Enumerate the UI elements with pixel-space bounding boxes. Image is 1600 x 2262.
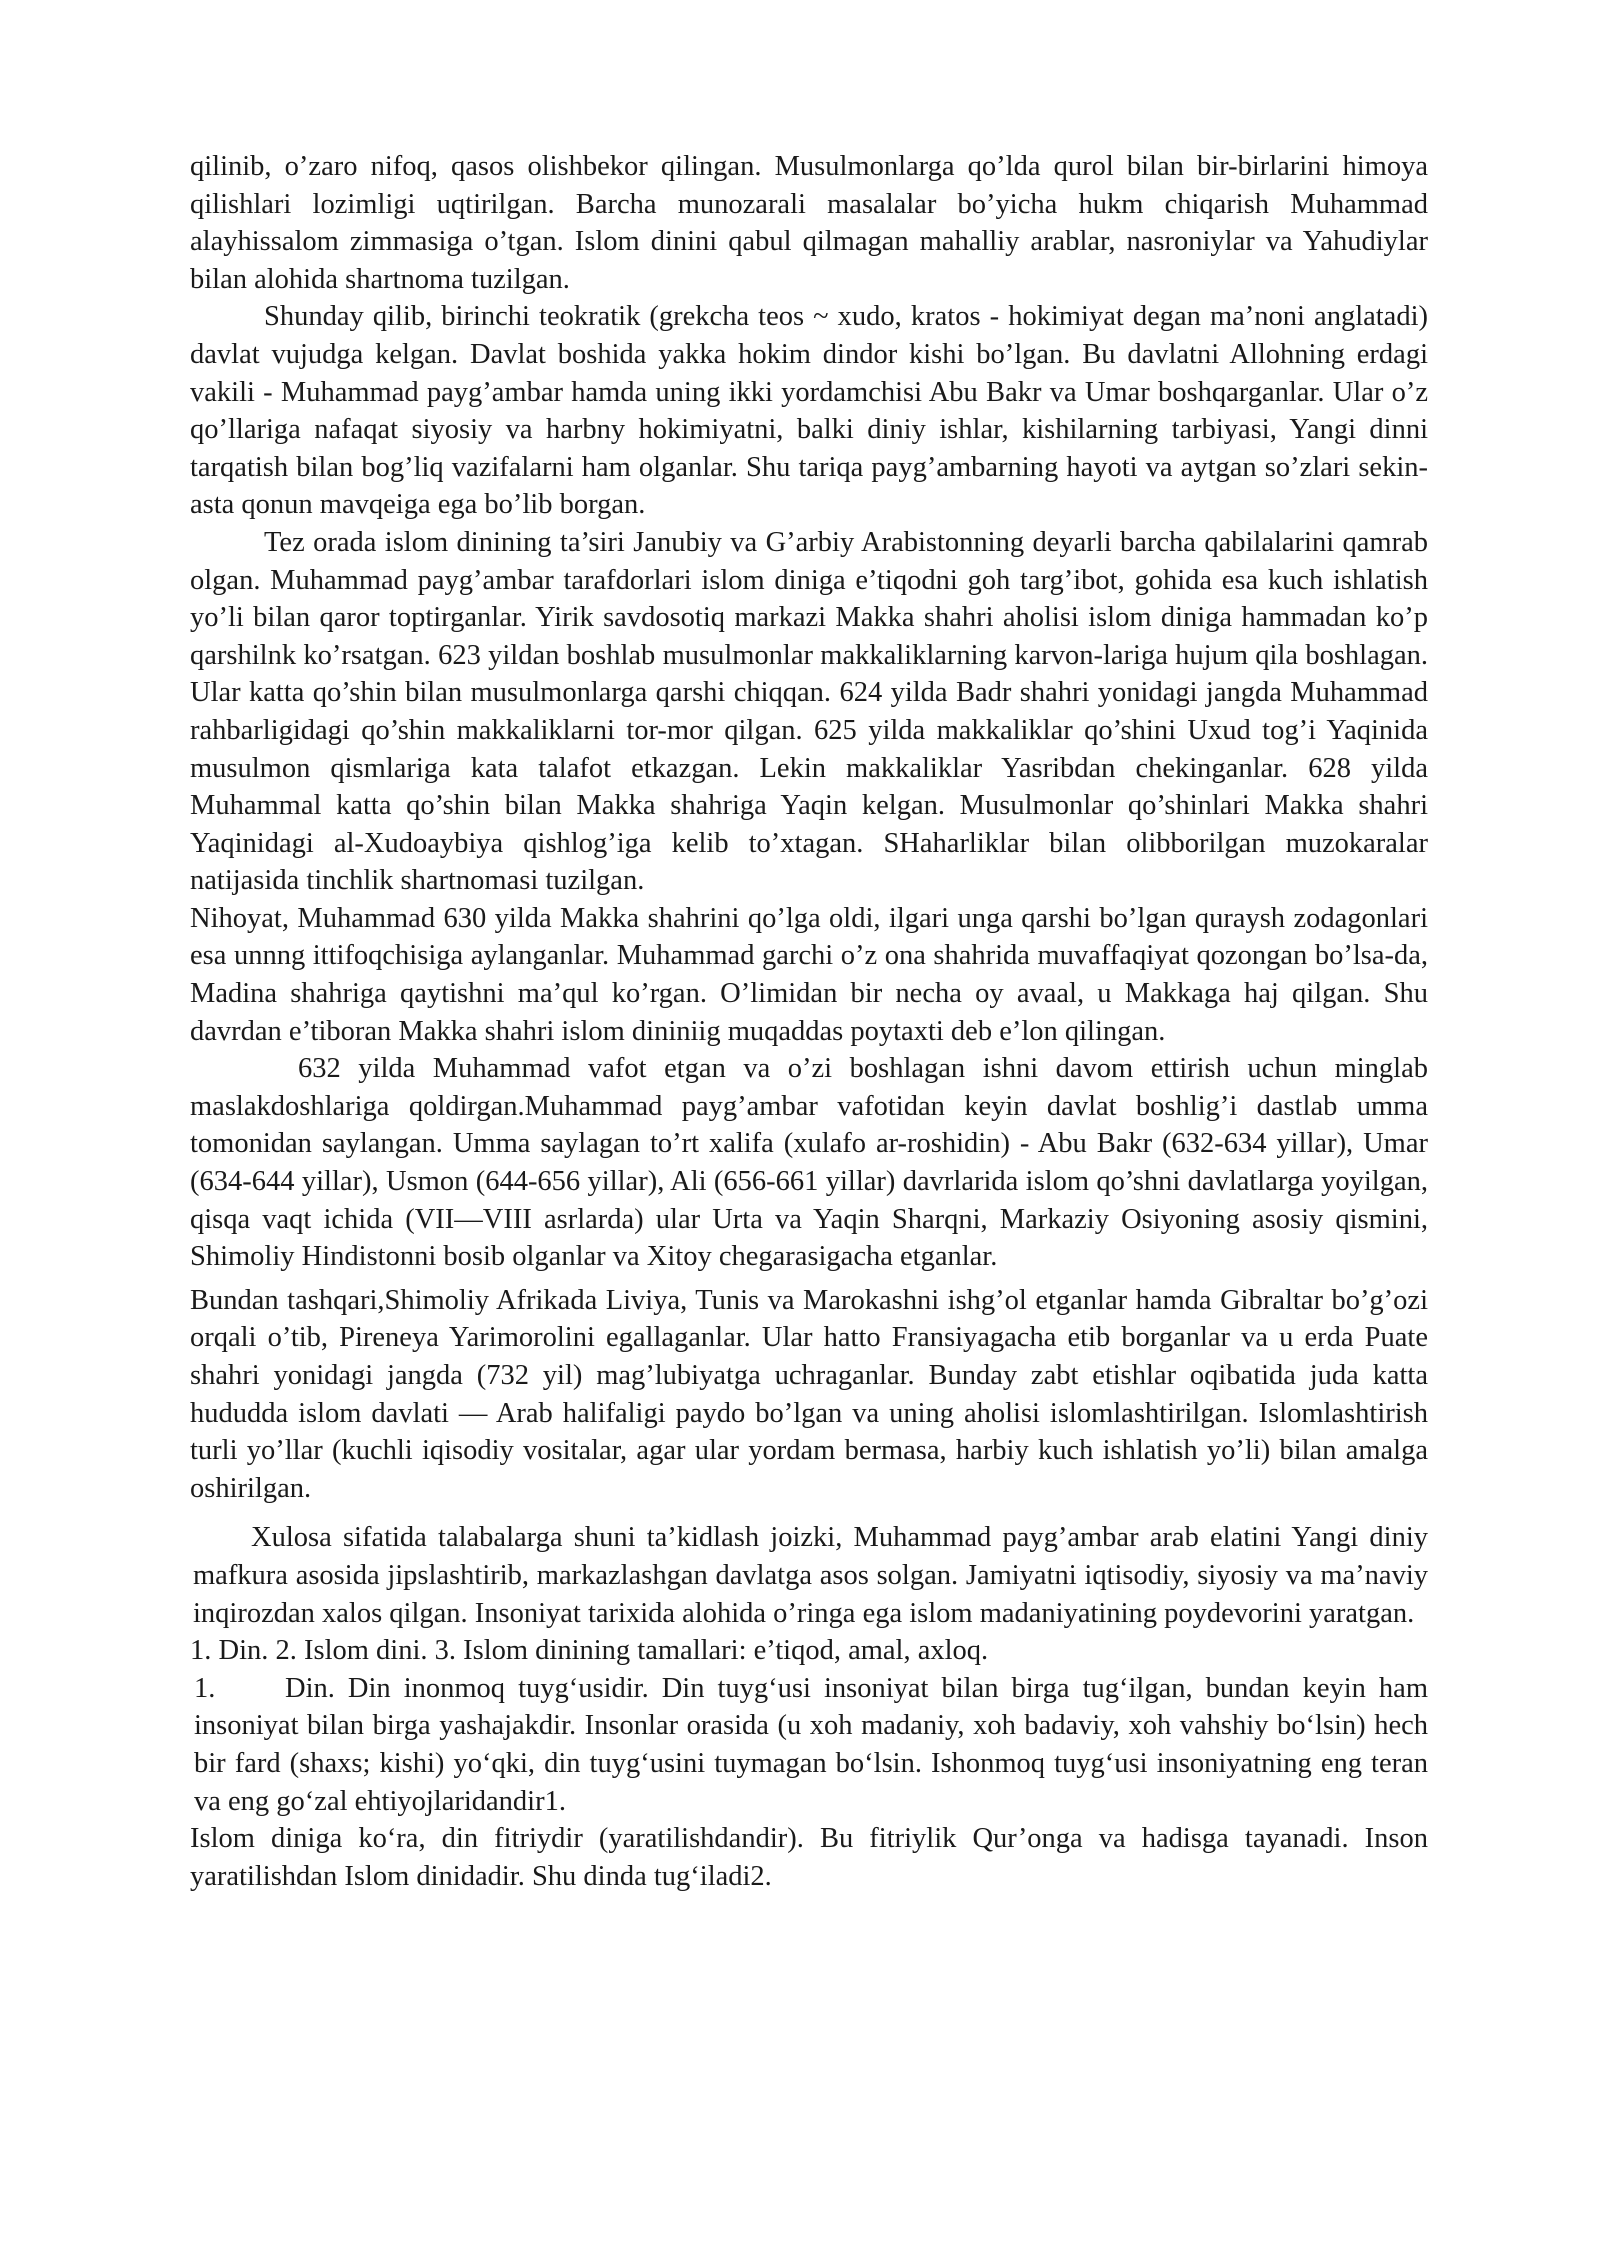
- closing-paragraph: Islom diniga ko‘ra, din fitriydir (yaratilishdandir). Bu fitriylik Qur’onga va hadisga tayanadi. Inson yaratilishdan Islom dinidadir. Shu dinda tug‘iladi2.: [190, 1823, 1428, 1892]
- paragraph-6: Bundan tashqari,Shimoliy Afrikada Liviya, Tunis va Marokashni ishg’ol etganlar hamda Gibraltar bo’g’ozi orqali o’tib, Pireneya Yarimorolini egallaganlar. Ular hatto Fransiyagacha etib borganlar va u erda Puate shahri yonidagi jangda (732 yil) mag’lubiyatga uchraganlar. Bunday zabt etishlar oqibatida juda katta hududda islom davlati — Arab halifaligi paydo bo’lgan va uning aholisi islomlashtirilgan. Islomlashtirish turli yo’llar (kuchli iqisodiy vositalar, agar ular yordam bermasa, harbiy kuch ishlatish yo’li) bilan amalga oshirilgan.: [190, 1284, 1428, 1504]
- paragraph-1: qilinib, o’zaro nifoq, qasos olishbekor qilingan. Musulmonlarga qo’lda qurol bilan bir-birlarini himoya qilishlari lozimligi uqtirilgan. Barcha munozarali masalalar bo’yicha hukm chiqarish Muhammad alayhissalom zimmasiga o’tgan. Islom dinini qabul qilmagan mahalliy arablar, nasroniylar va Yahudiylar bilan alohida shartnoma tuzilgan.: [190, 151, 1428, 295]
- topics-line: 1. Din. 2. Islom dini. 3. Islom dinining tamallari: e’tiqod, amal, axloq.: [190, 1635, 989, 1667]
- list-item-number: 1.: [194, 1672, 216, 1704]
- list-item-1: [190, 1670, 1428, 1820]
- paragraph-2: Shunday qilib, birinchi teokratik (grekcha teos ~ xudo, kratos - hokimiyat degan ma’noni anglatadi) davlat vujudga kelgan. Davlat boshida yakka hokim dindor kishi bo’lgan. Bu davlatni Allohning erdagi vakili - Muhammad payg’ambar hamda uning ikki yordamchisi Abu Bakr va Umar boshqarganlar. Ular o’z qo’llariga nafaqat siyosiy va harbny hokimiyatni, balki diniy ishlar, kishilarning tarbiyasi, Yangi dinni tarqatish bilan bog’liq vazifalarni ham olganlar. Shu tariqa payg’ambarning hayoti va aytgan so’zlari sekin-asta qonun mavqeiga ega bo’lib borgan.: [190, 301, 1428, 521]
- paragraph-3: Tez orada islom dinining ta’siri Janubiy va G’arbiy Arabistonning deyarli barcha qabilalarini qamrab olgan. Muhammad payg’ambar tarafdorlari islom diniga e’tiqodni goh targ’ibot, gohida esa kuch ishlatish yo’li bilan qaror toptirganlar. Yirik savdosotiq markazi Makka shahri aholisi islom diniga hammadan ko’p qarshilnk ko’rsatgan. 623 yildan boshlab musulmonlar makkaliklarning karvon-lariga hujum qila boshlagan. Ular katta qo’shin bilan musulmonlarga qarshi chiqqan. 624 yilda Badr shahri yonidagi jangda Muhammad rahbarligidagi qo’shin makkaliklarni tor-mor qilgan. 625 yilda makkaliklar qo’shini Uxud tog’i Yaqinida musulmon qismlariga kata talafot etkazgan. Lekin makkaliklar Yasribdan chekinganlar. 628 yilda Muhammal katta qo’shin bilan Makka shahriga Yaqin kelgan. Musulmonlar qo’shinlari Makka shahri Yaqinidagi al-Xudoaybiya qishlog’iga kelib to’xtagan. SHaharliklar bilan olibborilgan muzokaralar natijasida tinchlik shartnomasi tuzilgan.: [190, 526, 1428, 897]
- paragraph-4: Nihoyat, Muhammad 630 yilda Makka shahrini qo’lga oldi, ilgari unga qarshi bo’lgan quraysh zodagonlari esa unnng ittifoqchisiga aylanganlar. Muhammad garchi o’z ona shahrida muvaffaqiyat qozongan bo’lsa-da, Madina shahriga qaytishni ma’qul ko’rgan. O’limidan bir necha oy avaal, u Makkaga haj qilgan. Shu davrdan e’tiboran Makka shahri islom dininiig muqaddas poytaxti deb e’lon qilingan.: [190, 902, 1428, 1047]
- paragraph-5: 632 yilda Muhammad vafot etgan va o’zi boshlagan ishni davom ettirish uchun minglab maslakdoshlariga qoldirgan.Muhammad payg’ambar vafotidan keyin davlat boshlig’i dastlab umma tomonidan saylangan. Umma saylagan to’rt xalifa (xulafo ar-roshidin) - Abu Bakr (632-634 yillar), Umar (634-644 yillar), Usmon (644-656 yillar), Ali (656-661 yillar) davrlarida islom qo’shni davlatlarga yoyilgan, qisqa vaqt ichida (VII—VIII asrlarda) ular Urta va Yaqin Sharqni, Markaziy Osiyoning asosiy qismini, Shimoliy Hindistonni bosib olganlar va Xitoy chegarasigacha etganlar.: [190, 1053, 1428, 1273]
- list-item-text: Din. Din inonmoq tuyg‘usidir. Din tuyg‘usi insoniyat bilan birga tug‘ilgan, bundan keyin ham insoniyat bilan birga yashajakdir. Insonlar orasida (u xoh madaniy, xoh badaviy, xoh vahshiy bo‘lsin) hech bir fard (shaxs; kishi) yo‘qki, din tuyg‘usini tuymagan bo‘lsin. Ishonmoq tuyg‘usi insoniyatning eng teran va eng go‘zal ehtiyojlaridandir1.: [194, 1672, 1428, 1817]
- document-page: [190, 148, 1428, 1895]
- paragraph-7-conclusion: Xulosa sifatida talabalarga shuni ta’kidlash joizki, Muhammad payg’ambar arab elatini Yangi diniy mafkura asosida jipslashtirib, markazlashgan davlatga asos solgan. Jamiyatni iqtisodiy, siyosiy va ma’naviy inqirozdan xalos qilgan. Insoniyat tarixida alohida o’ringa ega islom madaniyatining poydevorini yaratgan.: [193, 1522, 1428, 1629]
